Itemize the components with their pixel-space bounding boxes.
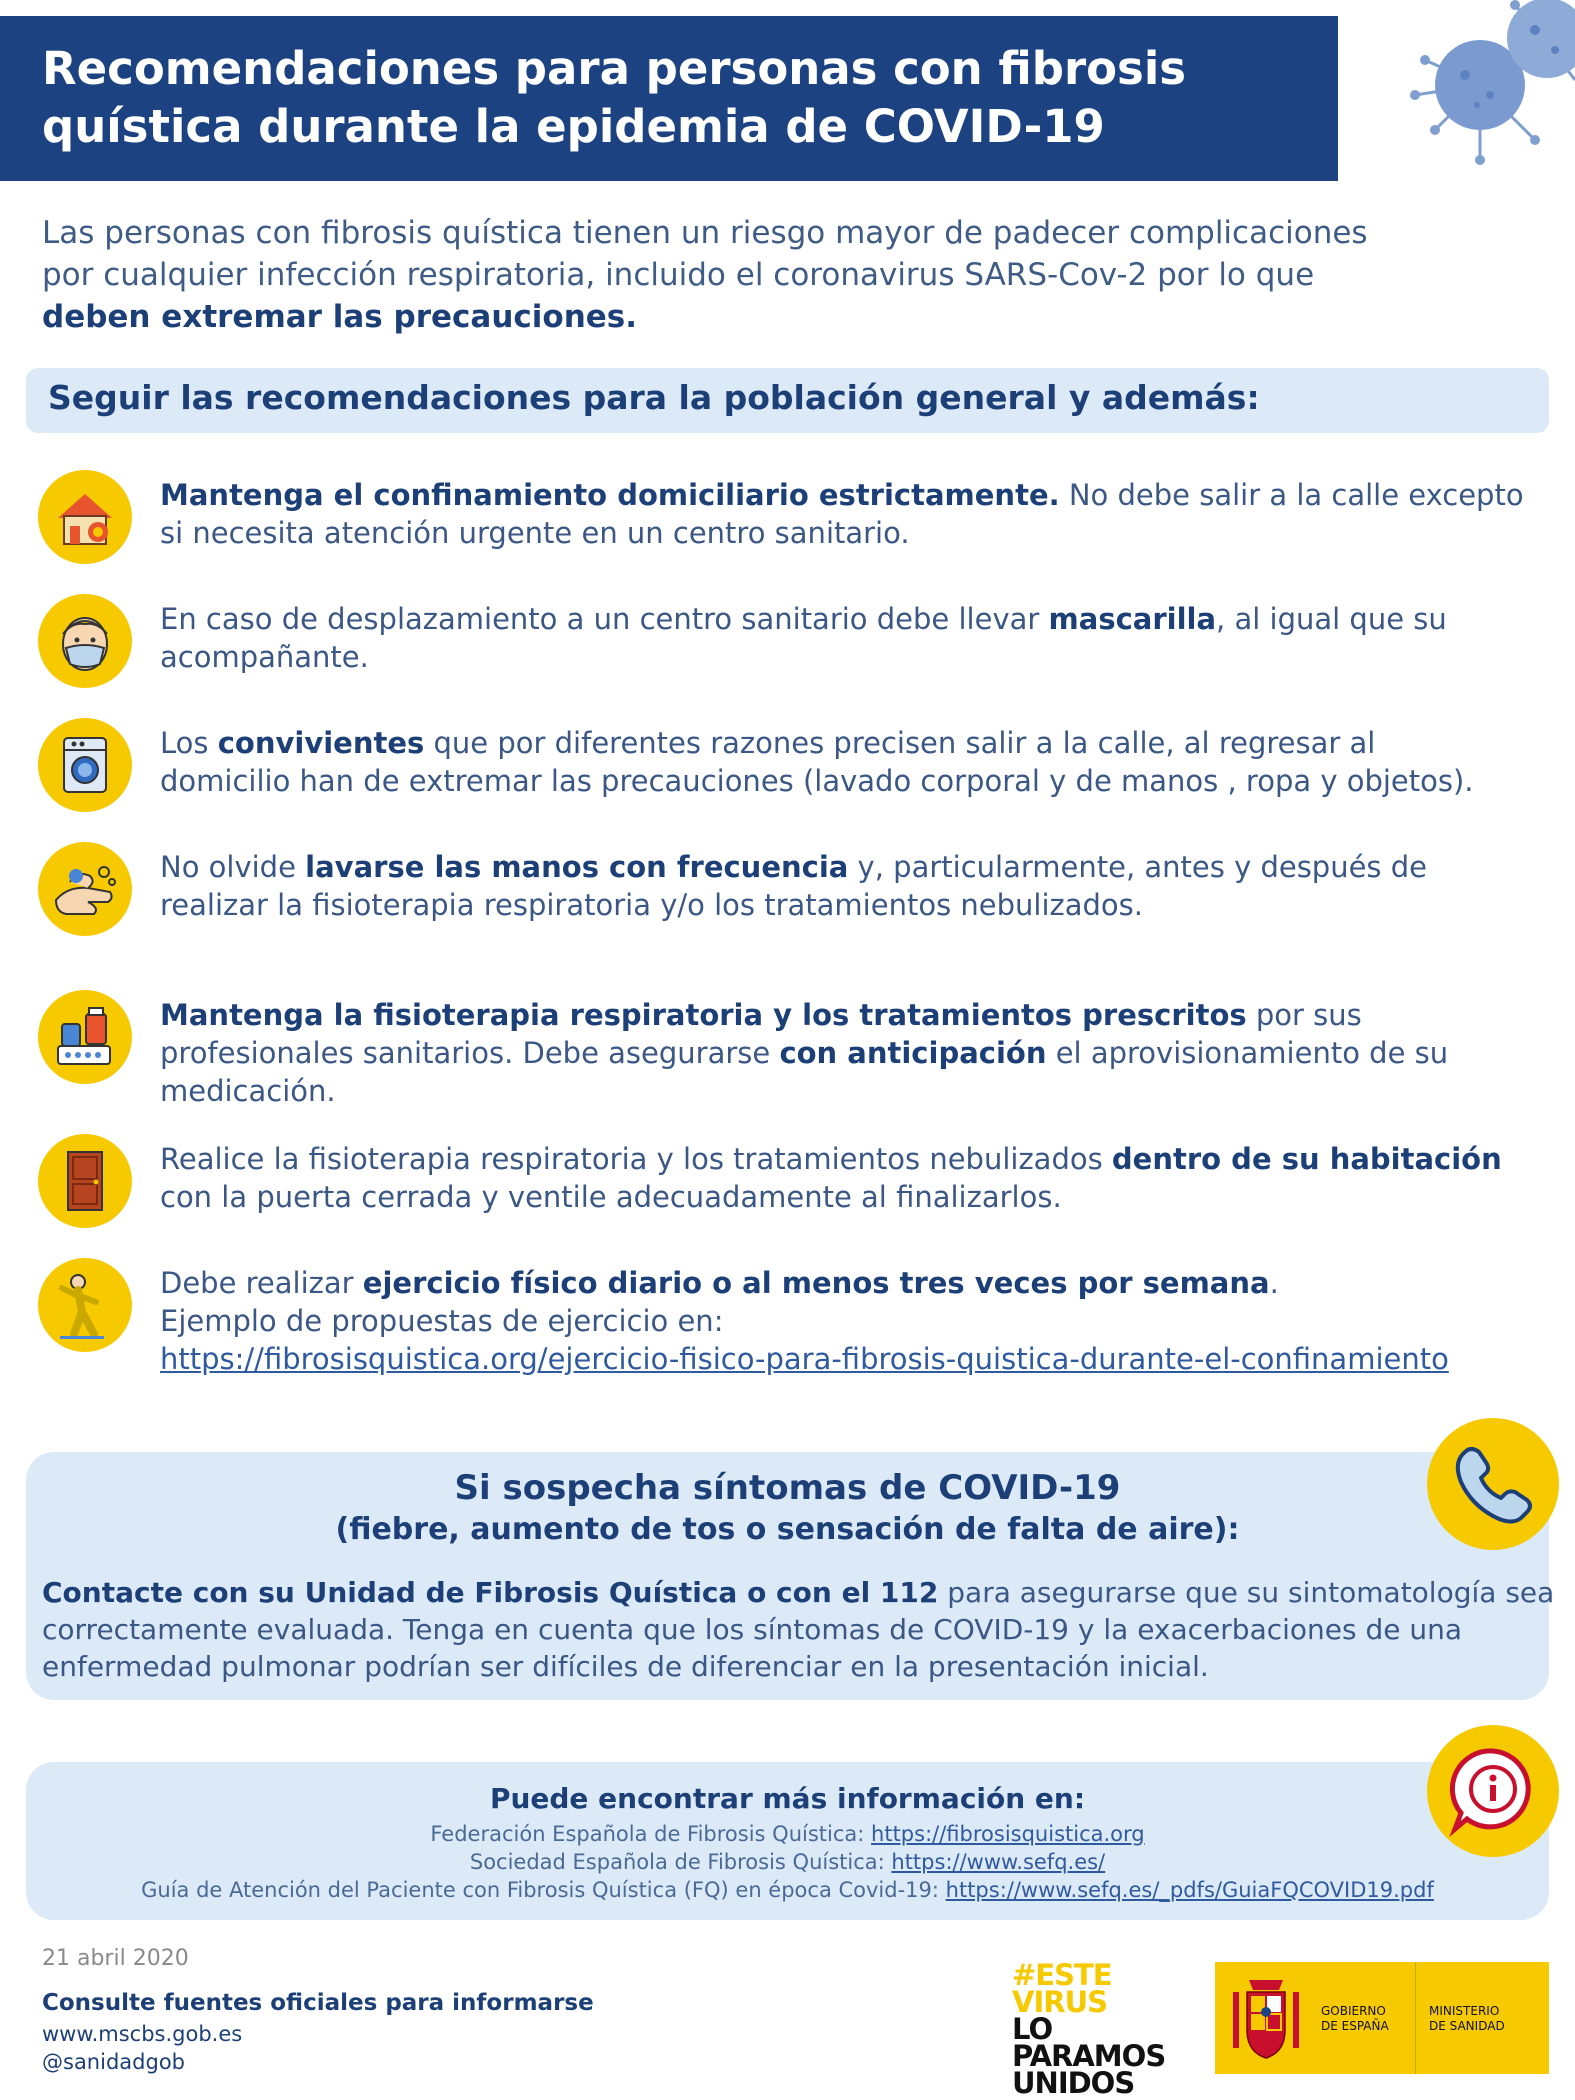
- consult-official-sources: Consulte fuentes oficiales para informarse: [42, 1990, 594, 2016]
- intro-line-1: Las personas con fibrosis quística tienen un riesgo mayor de padecer complicaciones: [42, 215, 1368, 251]
- recommendation-bold: Mantenga la fisioterapia respiratoria y los tratamientos prescritos: [160, 998, 1247, 1032]
- recommendation-text: [160, 996, 1575, 1110]
- more-info-line: [26, 1850, 1549, 1874]
- symptoms-line: enfermedad pulmonar podrían ser difíciles de diferenciar en la presentación inicial.: [42, 1650, 1209, 1683]
- recommendation-text: [160, 1264, 1575, 1378]
- guide-pdf-link[interactable]: https://www.sefq.es/_pdfs/GuiaFQCOVID19.pdf: [945, 1878, 1434, 1902]
- recommendation-rest: que por diferentes razones precisen salir a la calle, al regresar al: [424, 726, 1376, 760]
- more-info-label: Sociedad Española de Fibrosis Quística:: [469, 1850, 892, 1874]
- symptoms-body: [42, 1574, 1554, 1685]
- more-info-label: Federación Española de Fibrosis Quística:: [430, 1822, 872, 1846]
- recommendation-rest: por sus: [1246, 998, 1362, 1032]
- recommendation-line: con la puerta cerrada y ventile adecuadamente al finalizarlos.: [160, 1180, 1062, 1214]
- social-handle[interactable]: @sanidadgob: [42, 2050, 185, 2074]
- phone-icon: [1427, 1418, 1559, 1550]
- slogan-line: UNIDOS: [1012, 2066, 1135, 2100]
- recommendation-rest: el aprovisionamiento de su: [1046, 1036, 1449, 1070]
- slogan-line: VIRUS: [1012, 1985, 1107, 2019]
- recommendation-bold: Mantenga el confinamiento domiciliario estrictamente.: [160, 478, 1060, 512]
- medication-icon: [38, 990, 132, 1084]
- page-title-line-1: Recomendaciones para personas con fibrosis: [42, 42, 1187, 95]
- ministry-website[interactable]: www.mscbs.gob.es: [42, 2022, 243, 2046]
- recommendation-line: realizar la fisioterapia respiratoria y/o los tratamientos nebulizados.: [160, 888, 1143, 922]
- recommendation-bold: dentro de su habitación: [1111, 1142, 1502, 1176]
- symptoms-panel: [26, 1452, 1555, 1700]
- intro-emphasis: deben extremar las precauciones.: [42, 299, 638, 335]
- recommendation-bold: mascarilla: [1048, 602, 1217, 636]
- recommendation-line: Ejemplo de propuestas de ejercicio en:: [160, 1304, 724, 1338]
- recommendation-line: domicilio han de extremar las precauciones (lavado corporal y de manos , ropa y objetos).: [160, 764, 1474, 798]
- recommendation-rest: .: [1269, 1266, 1279, 1300]
- campaign-slogan-logo: [1012, 1958, 1212, 2100]
- recommendation-line: medicación.: [160, 1074, 336, 1108]
- more-info-heading: Puede encontrar más información en:: [489, 1782, 1086, 1815]
- recommendation-text: [160, 724, 1575, 800]
- publication-date: 21 abril 2020: [42, 1946, 189, 1971]
- more-info-label: Guía de Atención del Paciente con Fibrosis Quística (FQ) en época Covid-19:: [141, 1878, 946, 1902]
- recommendation-text: [160, 600, 1575, 676]
- exercise-link[interactable]: https://fibrosisquistica.org/ejercicio-fisico-para-fibrosis-quistica-durante-el-confinamiento: [160, 1342, 1449, 1376]
- title-banner: [0, 16, 1338, 181]
- recommendation-text: [160, 1140, 1575, 1216]
- gov-line: DE ESPAÑA: [1321, 2019, 1389, 2033]
- sefq-link[interactable]: https://www.sefq.es/: [891, 1850, 1106, 1874]
- recommendation-rest: y, particularmente, antes y después de: [848, 850, 1428, 884]
- recommendation-pre: profesionales sanitarios. Debe asegurarse: [160, 1036, 780, 1070]
- ministry-line: MINISTERIO: [1429, 2004, 1500, 2018]
- recommendation-line: acompañante.: [160, 640, 369, 674]
- symptoms-rest: para asegurarse que su sintomatología sea: [938, 1576, 1555, 1609]
- government-label: [1321, 2004, 1389, 2034]
- house-virus-icon: [38, 470, 132, 564]
- slogan-line: #ESTE: [1012, 1958, 1112, 1992]
- symptoms-subheading: (fiebre, aumento de tos o sensación de falta de aire):: [335, 1512, 1240, 1547]
- hand-washing-icon: [38, 842, 132, 936]
- recommendation-pre: Debe realizar: [160, 1266, 363, 1300]
- more-info-line: [26, 1822, 1549, 1846]
- door-icon: [38, 1134, 132, 1228]
- recommendation-text: [160, 476, 1575, 552]
- fibrosis-federation-link[interactable]: https://fibrosisquistica.org: [871, 1822, 1145, 1846]
- symptoms-bold: Contacte con su Unidad de Fibrosis Quística o con el 112: [42, 1576, 939, 1609]
- page-title-line-2: quística durante la epidemia de COVID-19: [42, 100, 1105, 153]
- symptoms-heading: Si sospecha síntomas de COVID-19: [454, 1468, 1121, 1508]
- intro-paragraph: [42, 212, 1542, 338]
- recommendation-pre: En caso de desplazamiento a un centro sanitario debe llevar: [160, 602, 1049, 636]
- recommendation-text: [160, 848, 1575, 924]
- recommendation-line: si necesita atención urgente en un centro sanitario.: [160, 516, 910, 550]
- slogan-line: PARAMOS: [1012, 2039, 1166, 2073]
- recommendation-bold: lavarse las manos con frecuencia: [305, 850, 849, 884]
- face-mask-icon: [38, 594, 132, 688]
- slogan-line: LO: [1012, 2012, 1053, 2046]
- recommendation-rest: , al igual que su: [1216, 602, 1447, 636]
- section-subheading: [26, 368, 1549, 433]
- gov-line: GOBIERNO: [1321, 2004, 1386, 2018]
- symptoms-line: correctamente evaluada. Tenga en cuenta que los síntomas de COVID-19 y la exacerbaciones de una: [42, 1613, 1463, 1646]
- spain-crest-icon: [1229, 1972, 1303, 2064]
- ministry-line: DE SANIDAD: [1429, 2019, 1505, 2033]
- subheading-text: Seguir las recomendaciones para la población general y además:: [48, 378, 1260, 417]
- recommendation-rest: No debe salir a la calle excepto: [1059, 478, 1524, 512]
- recommendation-bold: convivientes: [217, 726, 425, 760]
- info-icon: [1427, 1725, 1559, 1857]
- intro-line-2: por cualquier infección respiratoria, incluido el coronavirus SARS-Cov-2 por lo que: [42, 257, 1315, 293]
- ministry-label: [1429, 2004, 1505, 2034]
- more-info-line: [26, 1878, 1549, 1902]
- exercise-person-icon: [38, 1258, 132, 1352]
- coronavirus-icon: [1385, 0, 1575, 185]
- recommendation-bold: ejercicio físico diario o al menos tres veces por semana: [362, 1266, 1270, 1300]
- logo-divider: [1415, 1962, 1416, 2074]
- recommendation-pre: Los: [160, 726, 218, 760]
- washing-machine-icon: [38, 718, 132, 812]
- recommendation-pre: No olvide: [160, 850, 306, 884]
- recommendation-pre: Realice la fisioterapia respiratoria y los tratamientos nebulizados: [160, 1142, 1112, 1176]
- more-info-panel: [26, 1762, 1549, 1920]
- government-logo: [1215, 1962, 1549, 2074]
- recommendation-bold: con anticipación: [779, 1036, 1047, 1070]
